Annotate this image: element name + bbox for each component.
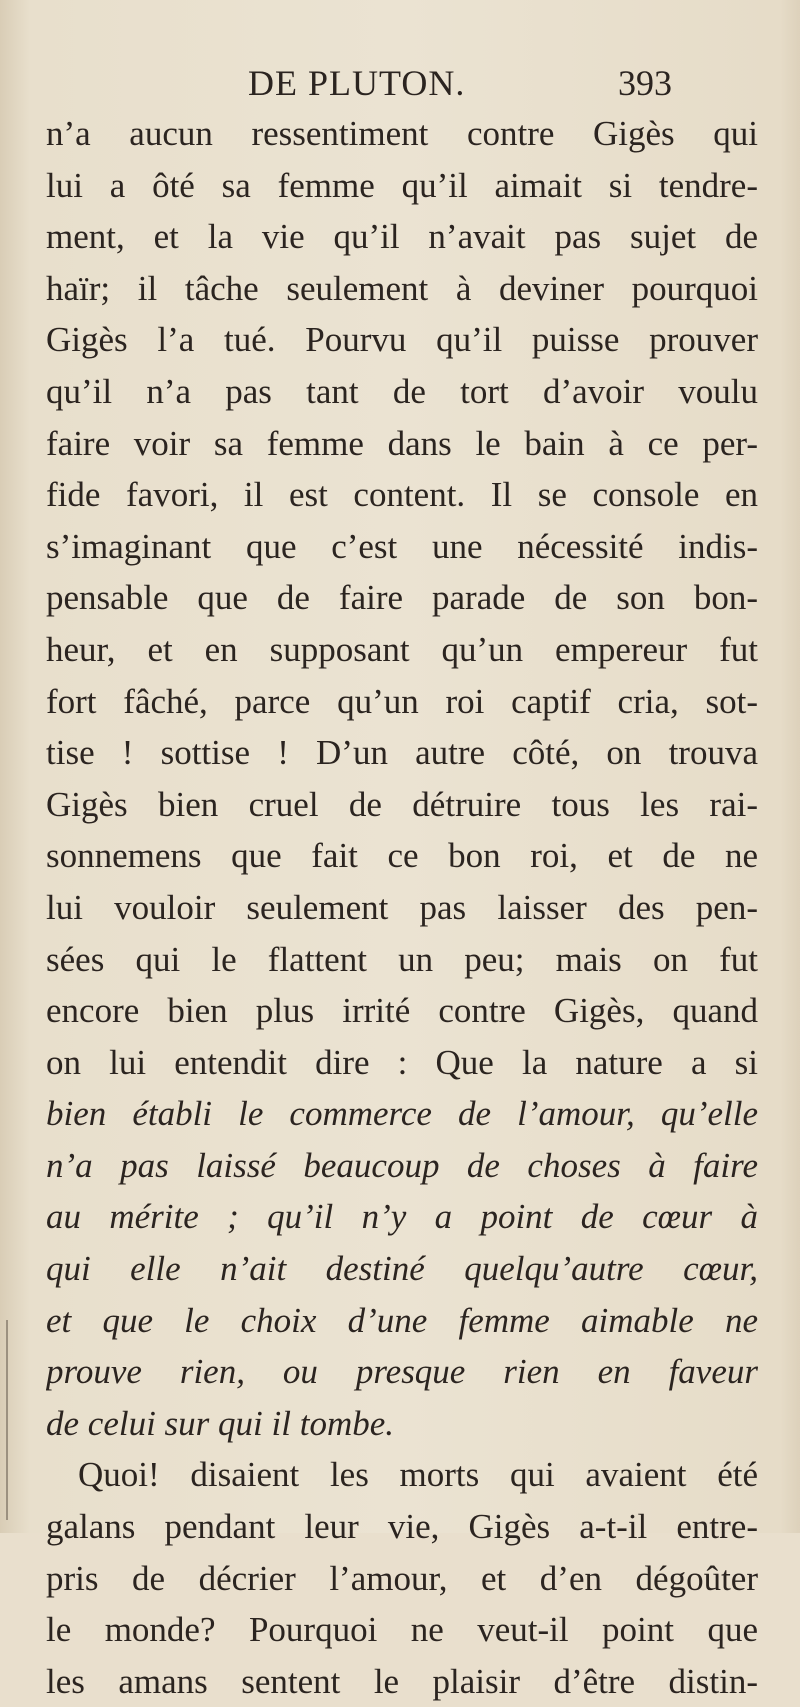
text-line: lui vouloir seulement pas laisser des pen- [46,887,758,927]
gutter-shadow [6,1320,8,1520]
text-line-italic: bien établi le commerce de l’amour, qu’elle [46,1094,758,1134]
text-line: qu’il n’a pas tant de tort d’avoir voulu [46,371,758,411]
text-line: tise ! sottise ! D’un autre côté, on trouva [46,733,758,773]
running-title: DE PLUTON. [248,63,466,103]
text-line: encore bien plus irrité contre Gigès, quand [46,991,758,1031]
text-line: n’a aucun ressentiment contre Gigès qui [46,114,758,153]
text-line: s’imaginant que c’est une nécessité indis- [46,526,758,566]
text-line-indented: Quoi! disaient les morts qui avaient été [78,1455,758,1495]
text-line: lui a ôté sa femme qu’il aimait si tendre- [46,165,758,205]
text-line: Gigès l’a tué. Pourvu qu’il puisse prouver [46,320,758,360]
text-line-italic: et que le choix d’une femme aimable ne [46,1300,758,1340]
text-line: fide favori, il est content. Il se console en [46,475,758,515]
text-line: fort fâché, parce qu’un roi captif cria, sot- [46,681,758,721]
text-line: faire voir sa femme dans le bain à ce per- [46,423,758,463]
text-line: ment, et la vie qu’il n’avait pas sujet de [46,217,758,257]
text-line-italic: au mérite ; qu’il n’y a point de cœur à [46,1197,758,1237]
text-line: les amans sentent le plaisir d’être distin- [46,1661,758,1701]
body-text [46,108,758,1707]
text-line: pris de décrier l’amour, et d’en dégoûter [46,1558,758,1598]
text-line: galans pendant leur vie, Gigès a-t-il entre- [46,1507,758,1547]
text-line-italic: qui elle n’ait destiné quelqu’autre cœur, [46,1249,758,1289]
text-line-italic: prouve rien, ou presque rien en faveur [46,1352,758,1392]
text-line: le monde? Pourquoi ne veut-il point que [46,1610,758,1650]
text-line: sées qui le flattent un peu; mais on fut [46,939,758,979]
page-header [0,62,800,112]
text-line: sonnemens que fait ce bon roi, et de ne [46,836,758,876]
text-line-italic: n’a pas laissé beaucoup de choses à faire [46,1145,758,1185]
text-line: heur, et en supposant qu’un empereur fut [46,629,758,669]
text-line: Gigès bien cruel de détruire tous les rai- [46,784,758,824]
text-line: pensable que de faire parade de son bon- [46,578,758,618]
text-line: on lui entendit dire : Que la nature a si [46,1042,758,1082]
page-number: 393 [618,63,672,103]
text-line-italic: de celui sur qui il tombe. [46,1403,395,1443]
text-line: haïr; il tâche seulement à deviner pourquoi [46,268,758,308]
